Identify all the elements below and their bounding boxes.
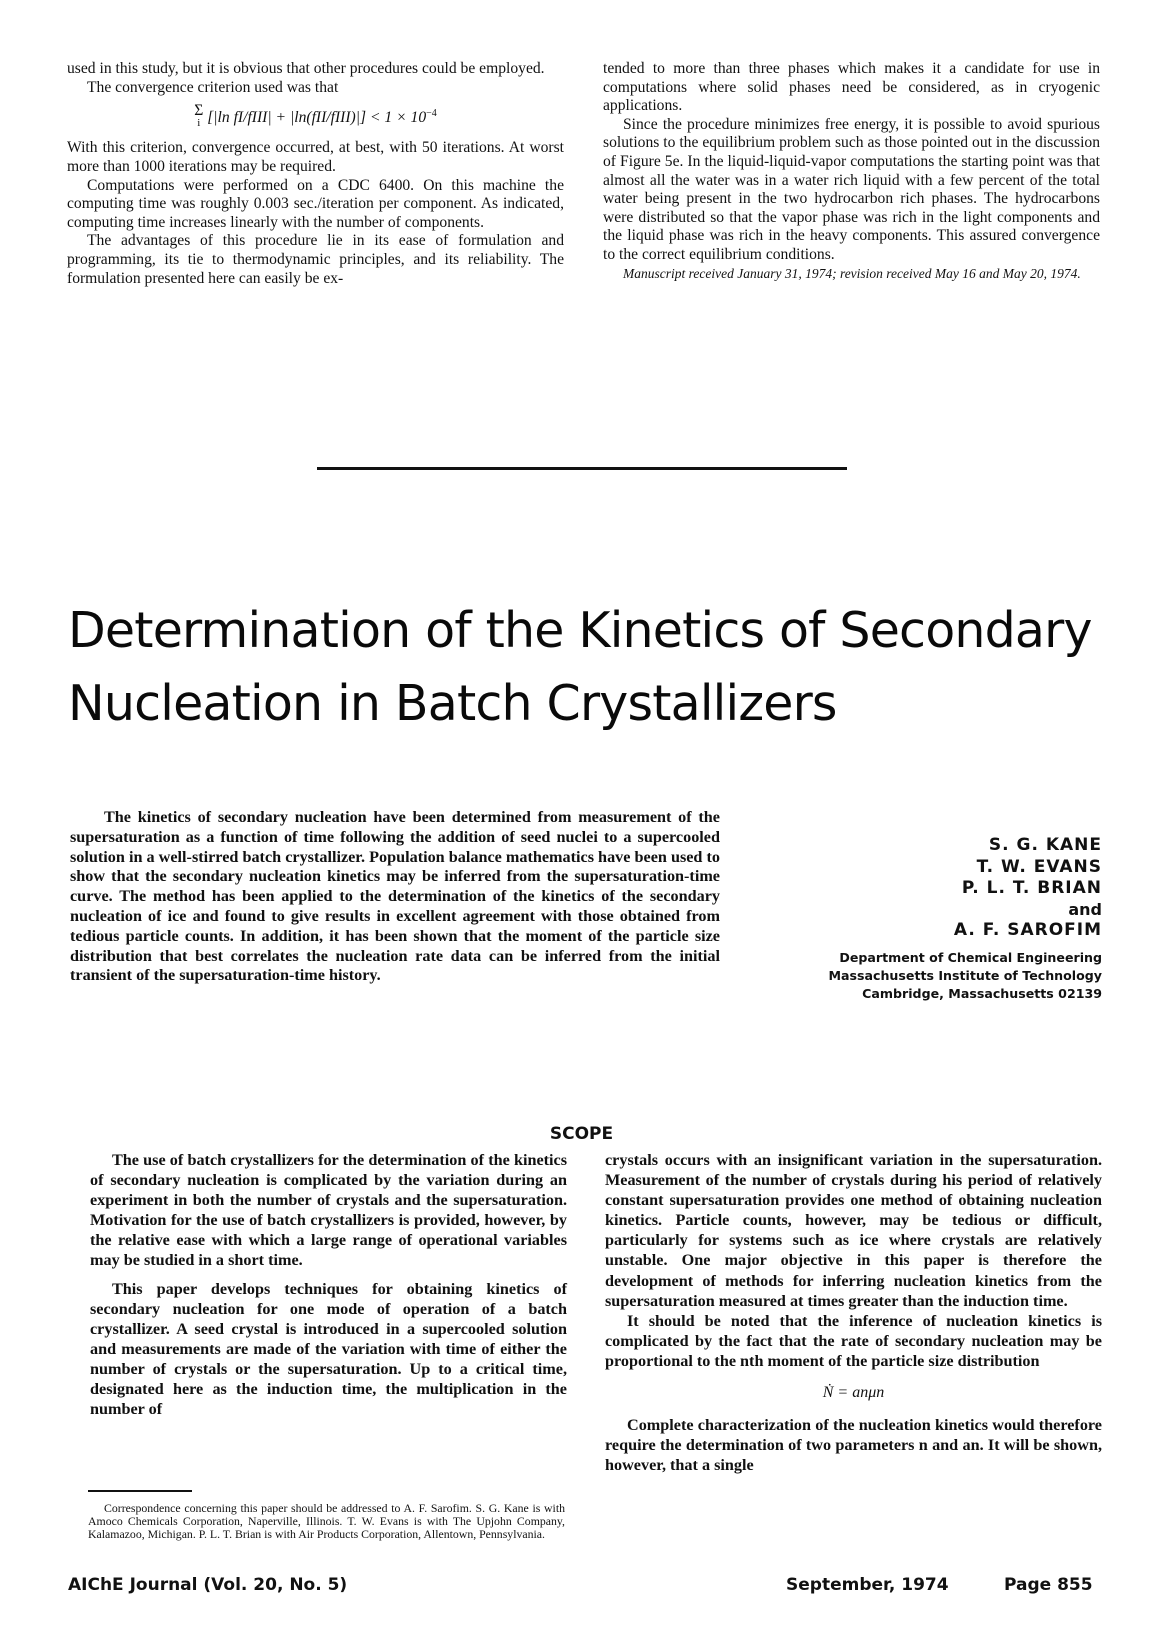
author-block [760, 835, 1102, 1004]
scope-paragraph: Complete characterization of the nucleation kinetics would therefore require the determination of two parameters n and an. It will be shown, however, that a single [605, 1416, 1102, 1475]
equation-exponent: −4 [426, 108, 437, 120]
article-title [68, 594, 1128, 740]
scope-left-column [90, 1150, 567, 1419]
footer-date: September, 1974 [786, 1575, 949, 1595]
summation-symbol: Σ i [194, 102, 204, 130]
scope-paragraph: The use of batch crystallizers for the determination of the kinetics of secondary nucleation is complicated by the variation during an experiment in both the number of crystals and the supersaturation. Motivation for the use of batch crystallizers is provided, however, by the relative ease with which a large range of operational variables may be studied in a short time. [90, 1151, 567, 1270]
prev-paragraph: used in this study, but it is obvious that other procedures could be employed. [67, 60, 545, 77]
affiliation-line: Department of Chemical Engineering [839, 950, 1102, 965]
prev-paragraph: Computations were performed on a CDC 6400. On this machine the computing time was roughly 0.003 sec./iteration per component. As indicated, computing time increases linearly with the number of components. [67, 176, 564, 231]
title-line: Nucleation in Batch Crystallizers [68, 675, 837, 732]
manuscript-received-note: Manuscript received January 31, 1974; revision received May 16 and May 20, 1974. [623, 265, 1081, 281]
abstract-text: The kinetics of secondary nucleation have been determined from measurement of the supersaturation as a function of time following the addition of seed nuclei to a supercooled solution in a well-stirred batch crystallizer. Population balance mathematics have been used to show that the secondary nucleation kinetics may be inferred from the supersaturation-time curve. The method has been applied to the determination of the kinetics of the secondary nucleation of ice and found to give results in excellent agreement with those obtained from tedious particle counts. In addition, it has been shown that the moment of the particle size distribution that best correlates the nucleation rate data can be inferred from the initial transient of the supersaturation-time history. [70, 808, 720, 985]
affiliation [760, 949, 1102, 1004]
prev-paragraph: The convergence criterion used was that [87, 78, 339, 96]
author-name: T. W. EVANS [976, 856, 1102, 877]
correspondence-footnote: Correspondence concerning this paper should be addressed to A. F. Sarofim. S. G. Kane is with Amoco Chemicals Corporation, Naperville, Illinois. T. W. Evans is with The Upjohn Company, Kalamazoo, Michigan. P. L. T. Brian is with Air Products Corporation, Allentown, Pennsylvania. [88, 1501, 565, 1541]
previous-article-right-column [603, 60, 1100, 282]
author-name: A. F. SAROFIM [953, 919, 1102, 940]
author-name: P. L. T. BRIAN [961, 878, 1102, 898]
footer-page-number: Page 855 [1004, 1575, 1093, 1595]
prev-paragraph: tended to more than three phases which makes it a candidate for use in computations where solid phases need be considered, as in cryogenic applications. [603, 60, 1100, 115]
footnote-rule [88, 1490, 192, 1492]
scope-right-column [605, 1150, 1102, 1475]
scope-paragraph: It should be noted that the inference of nucleation kinetics is complicated by the fact that the rate of secondary nucleation may be proportional to the nth moment of the particle size distribution [605, 1311, 1102, 1370]
affiliation-line: Massachusetts Institute of Technology [828, 968, 1102, 984]
title-line: Determination of the Kinetics of Secondary [68, 602, 1092, 659]
nucleation-rate-equation: Ṅ = anμn [822, 1384, 885, 1402]
author-name: S. G. KANE [988, 835, 1102, 855]
affiliation-line: Cambridge, Massachusetts 02139 [862, 986, 1102, 1002]
article-separator-rule [317, 467, 847, 470]
scope-paragraph: crystals occurs with an insignificant variation in the supersaturation. Measurement of the number of crystals during his period of relatively constant supersaturation provides one method of obtaining nucleation kinetics. Particle counts, however, may be tedious or difficult, particularly for systems such as ice where crystals are relatively unstable. One major objective in this paper is therefore the development of methods for inferring nucleation kinetics from the supersaturation measured at times greater than the induction time. [605, 1151, 1102, 1310]
prev-paragraph: Since the procedure minimizes free energy, it is possible to avoid spurious solutions to the equilibrium problem such as those pointed out in the discussion of Figure 5e. In the liquid-liquid-vapor computations the starting point was that almost all the water was in a water rich liquid with a few percent of the total water being present in the two hydrocarbon rich phases. The hydrocarbons were distributed so that the vapor phase was rich in the light components and the liquid phase was rich in the heavy components. This assured convergence to the correct equilibrium conditions. [603, 115, 1100, 263]
equation-body: [|ln fI/fIII| + |ln(fII/fIII)|] < 1 × 10 [207, 109, 427, 127]
scope-heading: SCOPE [549, 1124, 614, 1144]
footer-journal: AIChE Journal (Vol. 20, No. 5) [68, 1575, 348, 1595]
abstract [70, 808, 720, 986]
previous-article-left-column [67, 60, 564, 288]
prev-paragraph: The advantages of this procedure lie in its ease of formulation and programming, its tie to thermodynamic principles, and its reliability. The formulation presented here can easily be ex- [67, 232, 564, 287]
prev-paragraph: With this criterion, convergence occurred, at best, with 50 iterations. At worst more than 1000 iterations may be required. [67, 139, 564, 175]
author-and: and [1068, 899, 1102, 919]
convergence-equation [67, 102, 564, 130]
scope-paragraph: This paper develops techniques for obtaining kinetics of secondary nucleation for one mode of operation of a batch crystallizer. A seed crystal is introduced in a supercooled solution and measurements are made of the variation with time of either the number of crystals or the supersaturation. Up to a critical time, designated here as the induction time, the multiplication in the number of [90, 1279, 567, 1419]
